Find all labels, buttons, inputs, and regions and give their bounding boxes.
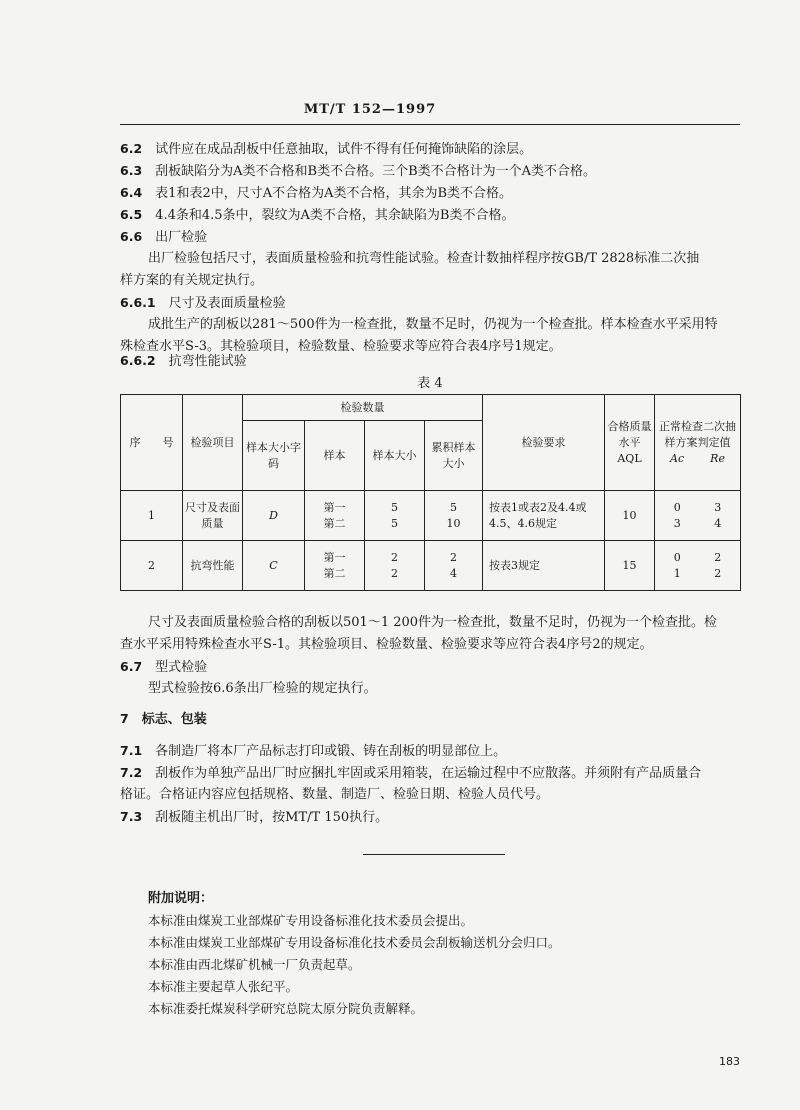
cell-item: 抗弯性能 — [183, 541, 243, 591]
note-line: 本标准由煤炭工业部煤矿专用设备标准化技术委员会提出。 — [148, 913, 474, 928]
note-line: 本标准主要起草人张纪平。 — [148, 979, 299, 994]
header-qty-group: 检验数量 — [243, 395, 483, 421]
note-line: 本标准由西北煤矿机械一厂负责起草。 — [148, 957, 361, 972]
cell-sizes: 2 2 — [365, 541, 425, 591]
header-requirement: 检验要求 — [483, 395, 605, 491]
clause-6-6: 6.6 出厂检验 — [120, 229, 208, 245]
table-row — [121, 491, 741, 541]
cell-samples: 第一 第二 — [305, 541, 365, 591]
clause-7-3: 7.3 刮板随主机出厂时，按MT/T 150执行。 — [120, 809, 389, 825]
cell-seq: 2 — [121, 541, 183, 591]
table-title: 表 4 — [417, 376, 443, 391]
clause-7-1: 7.1 各制造厂将本厂产品标志打印或锻、铸在刮板的明显部位上。 — [120, 743, 507, 759]
paragraph-line: 型式检验按6.6条出厂检验的规定执行。 — [148, 681, 377, 696]
paragraph-line: 查水平采用特殊检查水平S-1。其检验项目、检验数量、检验要求等应符合表4序号2的规定。 — [120, 637, 653, 652]
cell-item: 尺寸及表面质量 — [183, 491, 243, 541]
header-item: 检验项目 — [183, 395, 243, 491]
cell-ac-re: 0 3 3 4 — [655, 491, 741, 541]
cell-aql: 10 — [605, 491, 655, 541]
clause-6-7: 6.7 型式检验 — [120, 659, 208, 675]
paragraph-line: 成批生产的刮板以281～500件为一检查批，数量不足时，仍视为一个检查批。样本检查水平采用特 — [148, 317, 718, 332]
note-line: 本标准由煤炭工业部煤矿专用设备标准化技术委员会刮板输送机分会归口。 — [148, 935, 561, 950]
clause-6-6-2: 6.6.2 抗弯性能试验 — [120, 353, 247, 369]
header-re: Re — [710, 451, 725, 465]
inspection-table — [120, 394, 741, 591]
table-row — [121, 541, 741, 591]
note-line: 本标准委托煤炭科学研究总院太原分院负责解释。 — [148, 1001, 424, 1016]
cell-cum: 5 10 — [425, 491, 483, 541]
header-ac-re — [657, 451, 738, 467]
clause-6-6-1: 6.6.1 尺寸及表面质量检验 — [120, 295, 286, 311]
cell-req: 按表3规定 — [483, 541, 605, 591]
cell-aql: 15 — [605, 541, 655, 591]
clause-7-2: 7.2 刮板作为单独产品出厂时应捆扎牢固或采用箱装，在运输过程中不应散落。并须附有产品质量合 — [120, 765, 702, 781]
header-code-letter: 样本大小字码 — [243, 421, 305, 491]
header-ac: Ac — [670, 451, 685, 465]
clause-6-4: 6.4 表1和表2中，尺寸A不合格为A类不合格，其余为B类不合格。 — [120, 185, 513, 201]
paragraph-line: 出厂检验包括尺寸，表面质量检验和抗弯性能试验。检查计数抽样程序按GB/T 2828标准二次抽 — [148, 251, 700, 266]
cell-ac-re: 0 2 1 2 — [655, 541, 741, 591]
cell-samples: 第一 第二 — [305, 491, 365, 541]
header-rule — [120, 124, 740, 125]
page-number: 183 — [719, 1055, 740, 1068]
header-aql: 合格质量水平AQL — [605, 395, 655, 491]
header-size: 样本大小 — [365, 421, 425, 491]
section-7-heading: 7 标志、包装 — [120, 711, 207, 727]
cell-code: C — [243, 541, 305, 591]
paragraph-line: 尺寸及表面质量检验合格的刮板以501～1 200件为一检查批，数量不足时，仍视为一个检查批。检 — [148, 615, 718, 630]
cell-seq: 1 — [121, 491, 183, 541]
cell-cum: 2 4 — [425, 541, 483, 591]
header-cumulative: 累积样本大小 — [425, 421, 483, 491]
paragraph-line: 格证。合格证内容应包括规格、数量、制造厂、检验日期、检验人员代号。 — [120, 787, 550, 802]
end-separator — [363, 854, 505, 855]
paragraph-line: 样方案的有关规定执行。 — [120, 273, 264, 288]
notes-heading: 附加说明： — [148, 891, 214, 906]
cell-sizes: 5 5 — [365, 491, 425, 541]
standard-code: MT/T 152—1997 — [303, 102, 437, 117]
clause-6-5: 6.5 4.4条和4.5条中，裂纹为A类不合格，其余缺陷为B类不合格。 — [120, 207, 515, 223]
cell-code: D — [243, 491, 305, 541]
header-seq: 序 号 — [121, 395, 183, 491]
clause-6-2: 6.2 试件应在成品刮板中任意抽取，试件不得有任何掩饰缺陷的涂层。 — [120, 141, 533, 157]
header-plan-label: 正常检查二次抽样方案判定值 — [659, 419, 736, 449]
header-sample: 样本 — [305, 421, 365, 491]
header-plan — [655, 395, 741, 491]
paragraph-line: 殊检查水平S-3。其检验项目，检验数量、检验要求等应符合表4序号1规定。 — [120, 339, 562, 354]
cell-req: 按表1或表2及4.4或4.5、4.6规定 — [483, 491, 605, 541]
clause-6-3: 6.3 刮板缺陷分为A类不合格和B类不合格。三个B类不合格计为一个A类不合格。 — [120, 163, 597, 179]
